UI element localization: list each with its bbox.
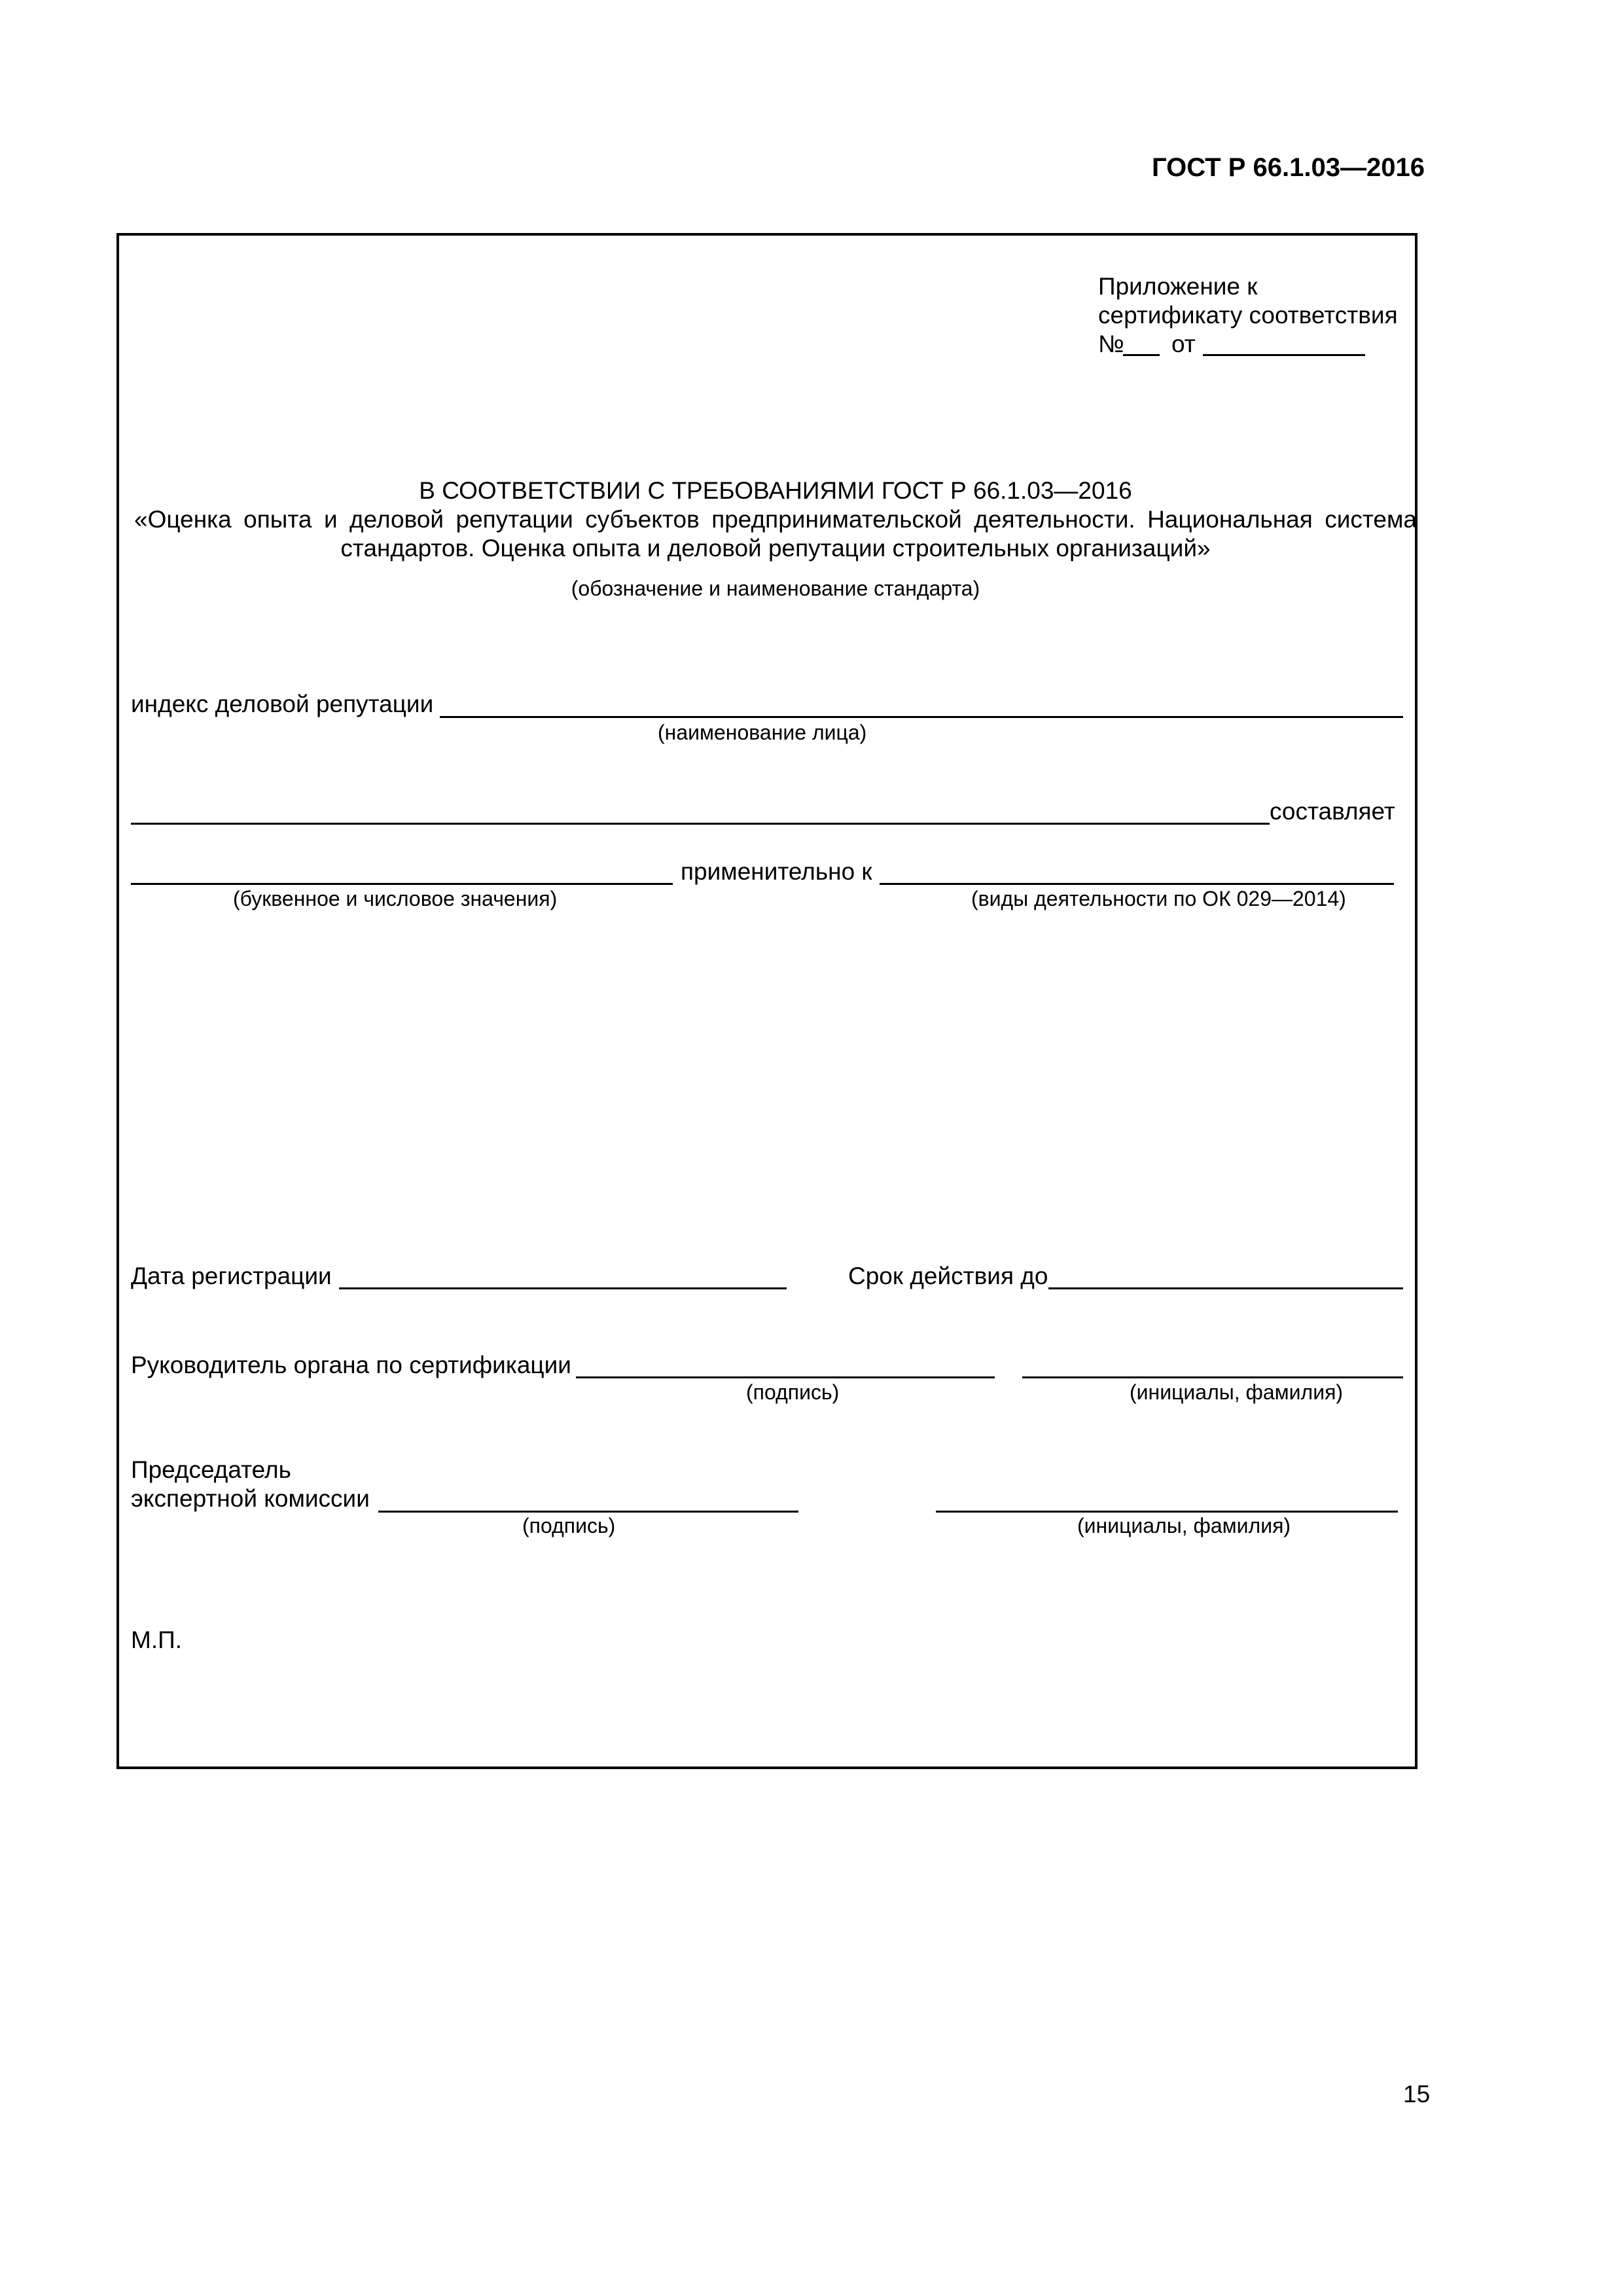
entity-name-continuation-field[interactable] bbox=[131, 823, 1270, 825]
head-name-caption: (инициалы, фамилия) bbox=[1130, 1380, 1344, 1404]
reputation-index-label: индекс деловой репутации bbox=[131, 691, 434, 717]
appendix-title: Приложение к bbox=[1098, 273, 1258, 300]
appendix-subtitle: сертификату соответствия bbox=[1098, 302, 1398, 329]
head-signature-field[interactable] bbox=[576, 1376, 995, 1378]
chair-name-field[interactable] bbox=[936, 1511, 1398, 1513]
stamp-placeholder: М.П. bbox=[131, 1626, 182, 1653]
standard-name-line1: «Оценка опыта и деловой репутации субъектов предпринимательской деятельности. Национальная система bbox=[134, 506, 1417, 533]
applicable-label: применительно к bbox=[681, 858, 872, 885]
standard-name-line2: стандартов. Оценка опыта и деловой репутации строительных организаций» bbox=[340, 535, 1211, 562]
certificate-annex-frame bbox=[116, 233, 1418, 1769]
head-signature-label: Руководитель органа по сертификации bbox=[131, 1352, 571, 1378]
entity-name-field[interactable] bbox=[440, 716, 1403, 718]
standard-title: В СООТВЕТСТВИИ С ТРЕБОВАНИЯМИ ГОСТ Р 66.1.03—2016 bbox=[419, 477, 1132, 504]
chair-name-caption: (инициалы, фамилия) bbox=[1077, 1514, 1291, 1537]
document-code: ГОСТ Р 66.1.03—2016 bbox=[1152, 153, 1425, 182]
index-value-caption: (буквенное и числовое значения) bbox=[233, 887, 558, 910]
registration-date-field[interactable] bbox=[339, 1287, 787, 1289]
index-value-field[interactable] bbox=[131, 883, 673, 885]
activities-field[interactable] bbox=[880, 883, 1394, 885]
chair-signature-caption: (подпись) bbox=[522, 1514, 616, 1537]
entity-name-caption: (наименование лица) bbox=[658, 721, 867, 744]
chair-signature-field[interactable] bbox=[378, 1511, 798, 1513]
appendix-number-field[interactable] bbox=[1123, 354, 1160, 356]
chair-label-line1: Председатель bbox=[131, 1456, 291, 1483]
page-number: 15 bbox=[1403, 2081, 1431, 2108]
activities-caption: (виды деятельности по ОК 029—2014) bbox=[971, 887, 1346, 910]
appendix-number-label: № bbox=[1098, 331, 1124, 357]
standard-caption: (обозначение и наименование стандарта) bbox=[571, 577, 980, 600]
head-signature-caption: (подпись) bbox=[746, 1380, 840, 1404]
valid-until-label: Срок действия до bbox=[848, 1263, 1048, 1289]
chair-label-line2: экспертной комиссии bbox=[131, 1485, 370, 1512]
registration-date-label: Дата регистрации bbox=[131, 1263, 332, 1289]
composes-label: составляет bbox=[1270, 798, 1395, 825]
valid-until-field[interactable] bbox=[1048, 1287, 1403, 1289]
appendix-date-field[interactable] bbox=[1203, 354, 1365, 356]
head-name-field[interactable] bbox=[1022, 1376, 1403, 1378]
appendix-from-label: от bbox=[1171, 331, 1196, 357]
